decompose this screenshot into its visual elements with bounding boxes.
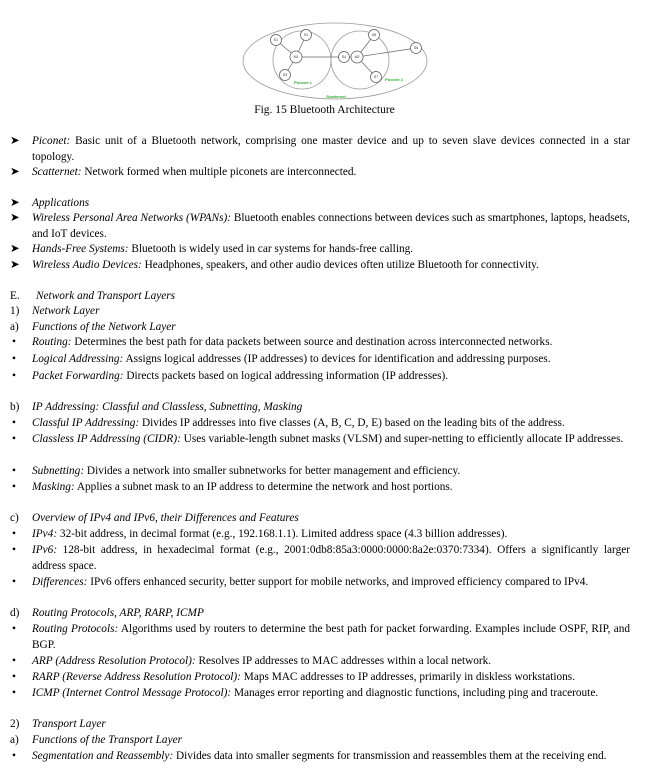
figure-caption: Fig. 15 Bluetooth Architecture <box>254 104 395 116</box>
text: IPv6 offers enhanced security, better support for mobile networks, and improved efficiency compared to IPv4. <box>87 576 589 588</box>
subsection-heading <box>10 304 99 320</box>
term: ARP (Address Resolution Protocol): <box>32 655 196 667</box>
subsection-number: d) <box>10 607 20 619</box>
term: Routing: <box>32 336 72 348</box>
arrow-bullet-icon: ➤ <box>10 135 20 147</box>
bluetooth-architecture-figure <box>0 0 649 100</box>
text: Algorithms used by routers to determine the best path for packet forwarding. Examples include OSPF, RIP, and BGP. <box>32 623 631 651</box>
text: Applies a subnet mask to an IP address to determine the network and host portions. <box>74 481 453 493</box>
arrow-bullet-icon: ➤ <box>10 166 20 178</box>
term: Wireless Personal Area Networks (WPANs): <box>32 212 232 224</box>
text: Manages error reporting and diagnostic functions, including ping and traceroute. <box>231 687 599 699</box>
list-item <box>10 335 630 351</box>
text: 128-bit address, in hexadecimal format (e.g., 2001:0db8:85a3:0000:0000:8a2e:0370:7334). Offers a significantly larger address space. <box>32 544 630 572</box>
list-item <box>10 416 630 432</box>
node-m2: M2 <box>354 55 360 60</box>
subsection-heading <box>10 511 299 527</box>
bullet-icon: • <box>12 417 16 429</box>
term: RARP (Reverse Address Resolution Protocol): <box>32 671 241 683</box>
node-s5: S5 <box>371 33 377 38</box>
term: Scatternet: <box>32 166 82 178</box>
bullet-icon: • <box>12 671 16 683</box>
bullet-icon: • <box>12 687 16 699</box>
bullet-icon: • <box>12 655 16 667</box>
piconet2-label: Piconet 2 <box>385 77 403 82</box>
subsection-number: 1) <box>10 305 20 317</box>
term: Segmentation and Reassembly: <box>32 750 174 762</box>
scatternet-label: Scatternet <box>326 94 346 99</box>
bullet-icon: • <box>12 623 16 635</box>
text: Divides data into smaller segments for transmission and reassembles them at the receiving end. <box>173 750 607 762</box>
text: Bluetooth is widely used in car systems for hands-free calling. <box>128 243 414 255</box>
bullet-icon: • <box>12 353 16 365</box>
term: Piconet: <box>32 135 71 147</box>
subsection-title: Functions of the Transport Layer <box>32 734 183 746</box>
arrow-bullet-icon: ➤ <box>10 243 20 255</box>
bullet-icon: • <box>12 433 16 445</box>
piconet1-label: Piconet 1 <box>294 80 312 85</box>
subsection-title: IP Addressing: Classful and Classless, Subnetting, Masking <box>32 401 303 413</box>
list-item <box>10 211 630 242</box>
term: Masking: <box>32 481 75 493</box>
subsection-title: Overview of IPv4 and IPv6, their Differences and Features <box>32 512 299 524</box>
term: Classful IP Addressing: <box>32 417 140 429</box>
text: Directs packets based on logical addressing information (IP addresses). <box>123 370 449 382</box>
subsection-title: Functions of the Network Layer <box>32 321 176 333</box>
list-item <box>10 134 630 165</box>
term: IPv6: <box>32 544 58 556</box>
node-m1: M1 <box>293 55 299 60</box>
subsection-title: Network Layer <box>32 305 100 317</box>
subsection-heading <box>10 400 302 416</box>
bullet-icon: • <box>12 336 16 348</box>
list-item <box>10 352 630 368</box>
section-title: Network and Transport Layers <box>36 290 176 302</box>
list-item <box>10 432 630 448</box>
term: Hands-Free Systems: <box>32 243 129 255</box>
node-s4: S4 <box>341 55 347 60</box>
list-item <box>10 165 630 181</box>
subsection-number: 2) <box>10 718 20 730</box>
bullet-icon: • <box>12 544 16 556</box>
text: Divides a network into smaller subnetworks for better management and efficiency. <box>84 465 461 477</box>
text: Network formed when multiple piconets are interconnected. <box>81 166 357 178</box>
subsection-heading <box>10 320 176 336</box>
term: Subnetting: <box>32 465 85 477</box>
term: Packet Forwarding: <box>32 370 124 382</box>
bullet-icon: • <box>12 370 16 382</box>
subsection-heading <box>10 606 204 622</box>
list-item <box>10 622 630 653</box>
term: Logical Addressing: <box>32 353 124 365</box>
list-item <box>10 258 630 274</box>
term: Classless IP Addressing (CIDR): <box>32 433 181 445</box>
list-item <box>10 654 630 670</box>
node-s3: S3 <box>282 73 288 78</box>
text: Basic unit of a Bluetooth network, comprising one master device and up to seven slave devices connected in a star topology. <box>32 135 630 163</box>
bullet-icon: • <box>12 481 16 493</box>
list-item <box>10 196 630 212</box>
text: Divides IP addresses into five classes (A, B, C, D, E) based on the leading bits of the address. <box>139 417 565 429</box>
scatternet-ellipse <box>243 23 427 99</box>
subsection-number: a) <box>10 321 19 333</box>
term: Routing Protocols: <box>32 623 119 635</box>
text: Resolves IP addresses to MAC addresses within a local network. <box>195 655 492 667</box>
list-item <box>10 242 630 258</box>
term: Wireless Audio Devices: <box>32 259 142 271</box>
subsection-heading <box>10 717 106 733</box>
text: Assigns logical addresses (IP addresses) to devices for identification and addressing purposes. <box>123 353 551 365</box>
bullet-icon: • <box>12 576 16 588</box>
arrow-bullet-icon: ➤ <box>10 259 20 271</box>
bullet-icon: • <box>12 465 16 477</box>
text: Maps MAC addresses to IP addresses, primarily in diskless workstations. <box>240 671 576 683</box>
subsection-number: b) <box>10 401 20 413</box>
subsection-number: c) <box>10 512 19 524</box>
term: Differences: <box>32 576 88 588</box>
subsection-heading <box>10 733 182 749</box>
section-heading <box>10 289 175 305</box>
list-item <box>10 575 630 591</box>
text: Headphones, speakers, and other audio devices often utilize Bluetooth for connectivity. <box>141 259 539 271</box>
section-number: E. <box>10 290 20 302</box>
bullet-icon: • <box>12 528 16 540</box>
text: Uses variable-length subnet masks (VLSM) and super-netting to efficiently allocate IP addresses. <box>180 433 624 445</box>
term: Applications <box>32 197 90 209</box>
arrow-bullet-icon: ➤ <box>10 197 20 209</box>
term: ICMP (Internet Control Message Protocol): <box>32 687 232 699</box>
scatternet-diagram <box>240 20 430 102</box>
text: Bluetooth enables connections between devices such as smartphones, laptops, headsets, and IoT devices. <box>32 212 630 240</box>
text: Determines the best path for data packets between source and destination across interconnected networks. <box>71 336 553 348</box>
node-s7: S7 <box>373 75 379 80</box>
node-s1: S1 <box>273 38 279 43</box>
list-item <box>10 686 630 702</box>
bullet-icon: • <box>12 750 16 762</box>
list-item <box>10 464 630 480</box>
list-item <box>10 527 630 543</box>
list-item <box>10 480 630 496</box>
list-item <box>10 749 630 765</box>
arrow-bullet-icon: ➤ <box>10 212 20 224</box>
subsection-number: a) <box>10 734 19 746</box>
term: IPv4: <box>32 528 58 540</box>
subsection-title: Transport Layer <box>32 718 106 730</box>
list-item <box>10 543 630 574</box>
text: 32-bit address, in decimal format (e.g., 192.168.1.1). Limited address space (4.3 billion addresses). <box>57 528 508 540</box>
node-s2: S2 <box>303 33 309 38</box>
list-item <box>10 369 630 385</box>
subsection-title: Routing Protocols, ARP, RARP, ICMP <box>32 607 204 619</box>
list-item <box>10 670 630 686</box>
node-s6: S6 <box>413 46 419 51</box>
